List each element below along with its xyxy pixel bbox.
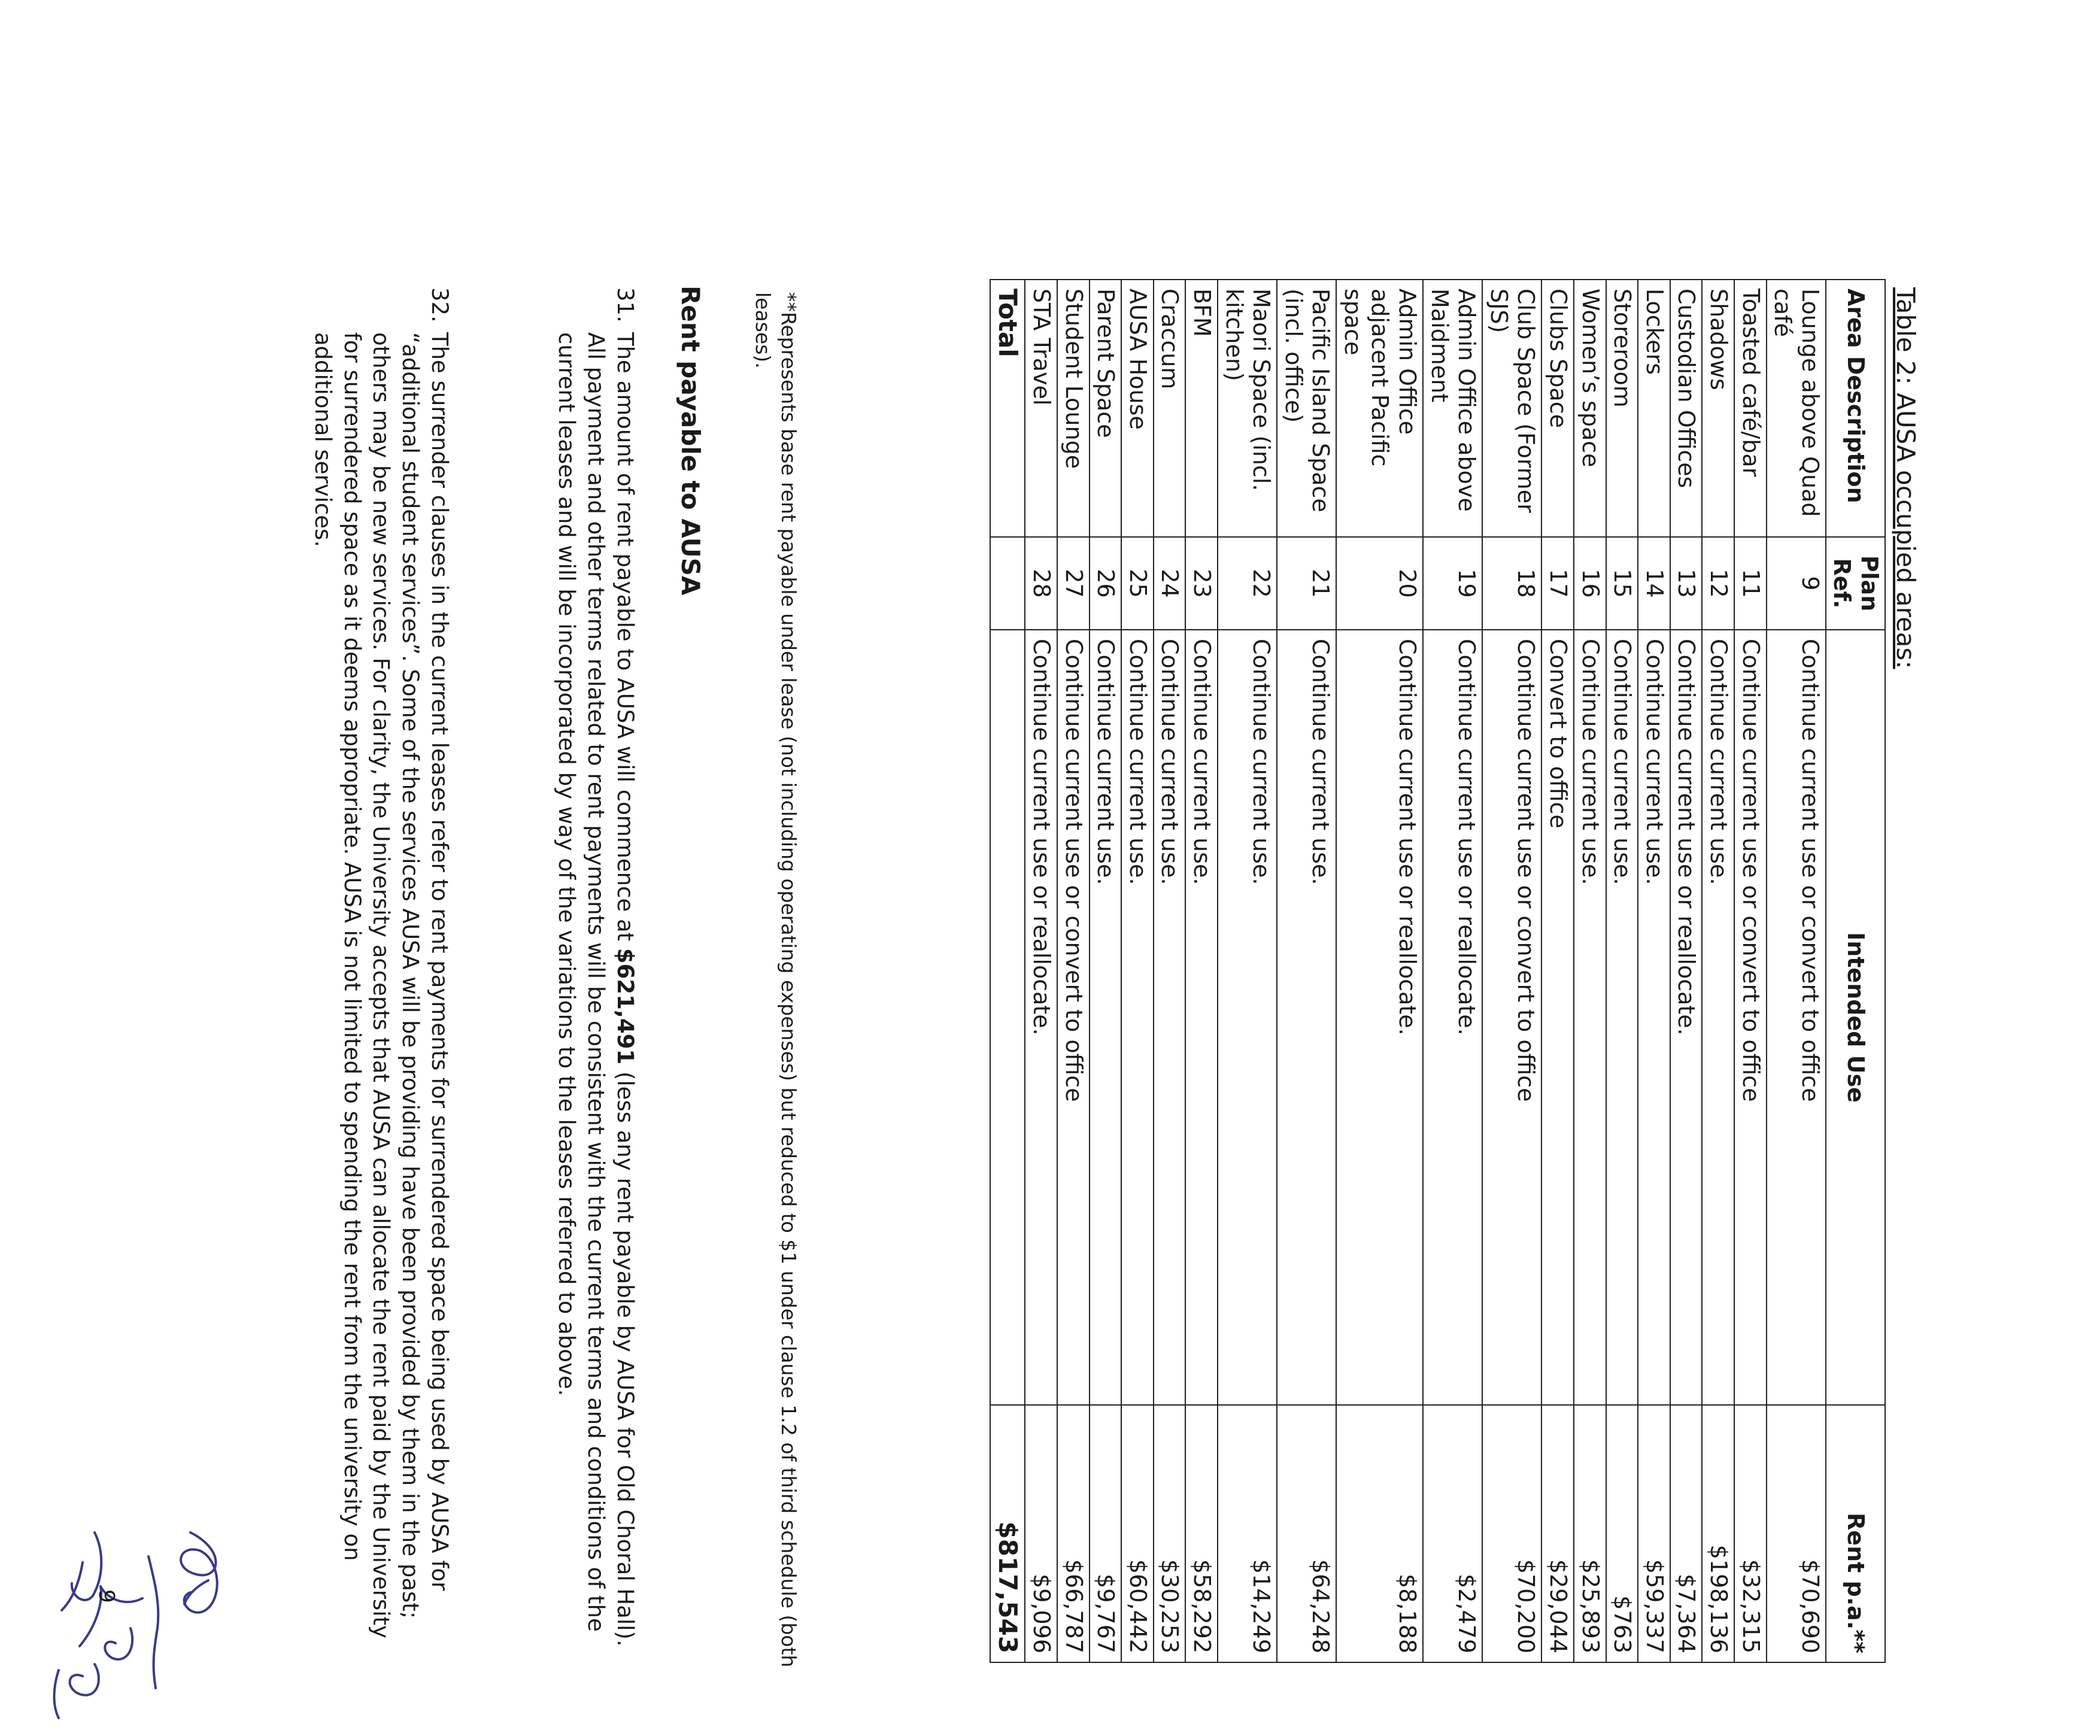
header-rent: Rent p.a.** <box>1826 1405 1885 1662</box>
cell-rent: $64,248 <box>1277 1405 1336 1662</box>
cell-plan-ref: 25 <box>1121 537 1154 630</box>
total-empty-ref <box>990 537 1025 630</box>
table-row <box>1218 280 1277 1662</box>
table-row <box>1606 280 1638 1662</box>
cell-plan-ref: 11 <box>1734 537 1767 630</box>
cell-area-description: Storeroom <box>1606 280 1638 537</box>
cell-area-description: Maori Space (incl. kitchen) <box>1218 280 1277 537</box>
rent-footnote: **Represents base rent payable under lease (not including operating expenses) but reduced to $1 under clause 1.2 of third schedule (both leases). <box>751 292 800 1668</box>
cell-rent: $60,442 <box>1121 1405 1154 1662</box>
cell-area-description: Lockers <box>1638 280 1670 537</box>
table-row <box>1541 280 1574 1662</box>
cell-area-description: Lounge above Quad café <box>1767 280 1826 537</box>
cell-rent: $7,364 <box>1670 1405 1703 1662</box>
total-row <box>990 280 1025 1662</box>
table-row <box>1154 280 1186 1662</box>
table-row <box>1057 280 1090 1662</box>
table-row <box>1336 280 1423 1662</box>
cell-rent: $9,767 <box>1090 1405 1122 1662</box>
cell-plan-ref: 19 <box>1423 537 1482 630</box>
cell-area-description: Admin Office adjacent Pacific space <box>1336 280 1423 537</box>
cell-intended-use: Convert to office <box>1541 630 1574 1405</box>
cell-intended-use: Continue current use or reallocate. <box>1025 630 1057 1405</box>
cell-plan-ref: 24 <box>1154 537 1186 630</box>
cell-plan-ref: 14 <box>1638 537 1670 630</box>
cell-area-description: Clubs Space <box>1541 280 1574 537</box>
table-row <box>1767 280 1826 1662</box>
cell-rent: $70,200 <box>1482 1405 1541 1662</box>
cell-plan-ref: 12 <box>1702 537 1734 630</box>
cell-area-description: Pacific Island Space (incl. office) <box>1277 280 1336 537</box>
clause-text: The surrender clauses in the current leases refer to rent payments for surrendered space being used by AUSA for “additional student services”. Some of the services AUSA will be providing have been provided by them in the past; others may be new services. For clarity, the University accepts that AUSA can allocate the rent paid by the University for surrendered space as it deems appropriate. AUSA is not limited to spending the rent from the university on additional services. <box>309 332 453 1638</box>
clause-amount: $621,491 <box>612 948 638 1065</box>
table-row <box>1277 280 1336 1662</box>
table-row <box>1482 280 1541 1662</box>
total-value: $817,543 <box>990 1405 1025 1662</box>
cell-area-description: Club Space (Former SJS) <box>1482 280 1541 537</box>
cell-plan-ref: 18 <box>1482 537 1541 630</box>
cell-area-description: AUSA House <box>1121 280 1154 537</box>
cell-rent: $25,893 <box>1574 1405 1606 1662</box>
cell-intended-use: Continue current use. <box>1121 630 1154 1405</box>
cell-intended-use: Continue current use or convert to office <box>1767 630 1826 1405</box>
cell-area-description: Admin Office above Maidment <box>1423 280 1482 537</box>
section-heading: Rent payable to AUSA <box>676 286 705 596</box>
header-plan-ref: Plan Ref. <box>1826 537 1885 630</box>
clause-number: 31. <box>612 287 638 323</box>
clause-number: 32. <box>427 287 453 323</box>
cell-area-description: Women’s space <box>1574 280 1606 537</box>
occupied-areas-table <box>990 279 1886 1663</box>
cell-plan-ref: 9 <box>1767 537 1826 630</box>
handwritten-signature <box>17 1509 232 1736</box>
cell-intended-use: Continue current use or reallocate. <box>1423 630 1482 1405</box>
clause-32 <box>308 287 454 1658</box>
cell-intended-use: Continue current use. <box>1606 630 1638 1405</box>
cell-area-description: STA Travel <box>1025 280 1057 537</box>
table-row <box>1574 280 1606 1662</box>
table-row <box>1423 280 1482 1662</box>
clause-text-after: (less any rent payable by AUSA for Old Choral Hall). All payment and other terms related to rent payments will be consistent with the current terms and conditions of the current leases and will be incorporated by way of the variations to the leases referred to above. <box>554 332 638 1647</box>
table-row <box>1025 280 1057 1662</box>
table-row <box>1670 280 1703 1662</box>
cell-area-description: Student Lounge <box>1057 280 1090 537</box>
clause-text <box>552 332 639 1658</box>
cell-rent: $763 <box>1606 1405 1638 1662</box>
cell-plan-ref: 17 <box>1541 537 1574 630</box>
cell-rent: $30,253 <box>1154 1405 1186 1662</box>
cell-rent: $58,292 <box>1185 1405 1218 1662</box>
cell-area-description: Custodian Offices <box>1670 280 1703 537</box>
cell-rent: $70,690 <box>1767 1405 1826 1662</box>
cell-plan-ref: 20 <box>1336 537 1423 630</box>
cell-rent: $66,787 <box>1057 1405 1090 1662</box>
page-number: 9 <box>94 1589 119 1603</box>
cell-intended-use: Continue current use. <box>1277 630 1336 1405</box>
cell-plan-ref: 15 <box>1606 537 1638 630</box>
table-row <box>1121 280 1154 1662</box>
cell-plan-ref: 22 <box>1218 537 1277 630</box>
table-body <box>1025 280 1825 1662</box>
cell-plan-ref: 27 <box>1057 537 1090 630</box>
cell-intended-use: Continue current use or convert to office <box>1057 630 1090 1405</box>
table-title: Table 2: AUSA occupied areas: <box>1891 287 1920 669</box>
cell-intended-use: Continue current use. <box>1574 630 1606 1405</box>
cell-rent: $8,188 <box>1336 1405 1423 1662</box>
cell-rent: $59,337 <box>1638 1405 1670 1662</box>
cell-plan-ref: 21 <box>1277 537 1336 630</box>
cell-area-description: Toasted café/bar <box>1734 280 1767 537</box>
cell-rent: $14,249 <box>1218 1405 1277 1662</box>
table-row <box>1702 280 1734 1662</box>
table-row <box>1090 280 1122 1662</box>
cell-intended-use: Continue current use. <box>1702 630 1734 1405</box>
cell-intended-use: Continue current use. <box>1090 630 1122 1405</box>
cell-intended-use: Continue current use. <box>1218 630 1277 1405</box>
cell-plan-ref: 23 <box>1185 537 1218 630</box>
cell-intended-use: Continue current use. <box>1638 630 1670 1405</box>
cell-intended-use: Continue current use. <box>1154 630 1186 1405</box>
cell-rent: $29,044 <box>1541 1405 1574 1662</box>
cell-area-description: Craccum <box>1154 280 1186 537</box>
cell-rent: $32,315 <box>1734 1405 1767 1662</box>
clause-text-before: The amount of rent payable to AUSA will commence at <box>612 332 638 948</box>
cell-intended-use: Continue current use or convert to office <box>1734 630 1767 1405</box>
cell-intended-use: Continue current use. <box>1185 630 1218 1405</box>
cell-rent: $2,479 <box>1423 1405 1482 1662</box>
cell-rent: $198,136 <box>1702 1405 1734 1662</box>
cell-area-description: Shadows <box>1702 280 1734 537</box>
table-header-row <box>1826 280 1885 1662</box>
cell-plan-ref: 13 <box>1670 537 1703 630</box>
cell-rent: $9,096 <box>1025 1405 1057 1662</box>
cell-intended-use: Continue current use or reallocate. <box>1670 630 1703 1405</box>
clause-31 <box>552 287 639 1658</box>
cell-intended-use: Continue current use or reallocate. <box>1336 630 1423 1405</box>
table-row <box>1734 280 1767 1662</box>
table-row <box>1638 280 1670 1662</box>
header-intended-use: Intended Use <box>1826 630 1885 1405</box>
cell-plan-ref: 16 <box>1574 537 1606 630</box>
header-area-description: Area Description <box>1826 280 1885 537</box>
total-empty-use <box>990 630 1025 1405</box>
cell-intended-use: Continue current use or convert to office <box>1482 630 1541 1405</box>
cell-plan-ref: 28 <box>1025 537 1057 630</box>
table-row <box>1185 280 1218 1662</box>
cell-area-description: Parent Space <box>1090 280 1122 537</box>
total-label: Total <box>990 280 1025 537</box>
cell-area-description: BFM <box>1185 280 1218 537</box>
cell-plan-ref: 26 <box>1090 537 1122 630</box>
